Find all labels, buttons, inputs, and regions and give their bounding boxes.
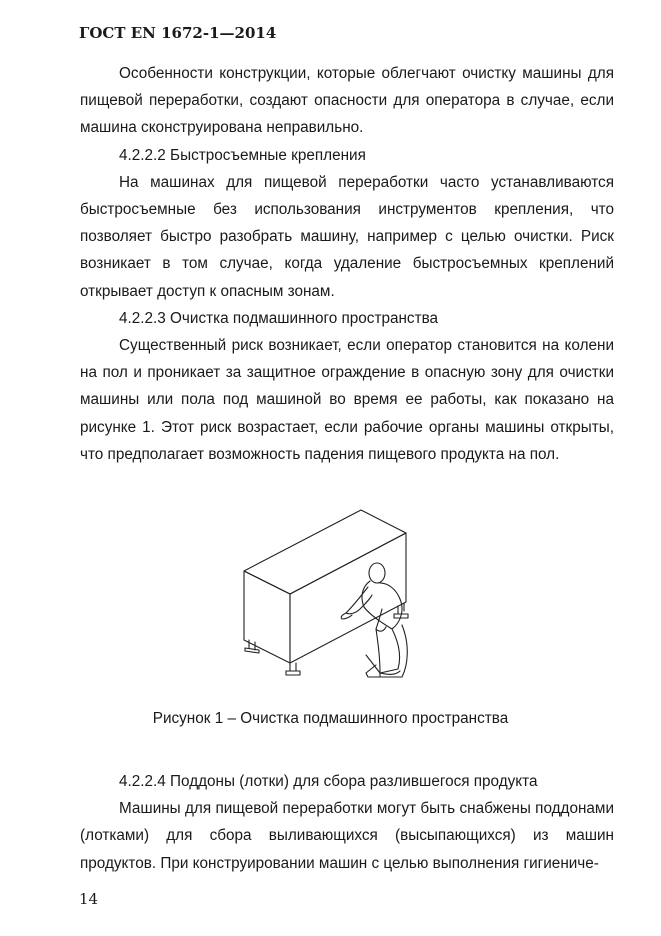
- machine-box-front: [290, 533, 406, 663]
- person-leg: [380, 625, 407, 677]
- body-text-top: [80, 60, 614, 468]
- section-heading-4-2-2-3: 4.2.2.3 Очистка подмашинного пространства: [119, 309, 439, 327]
- person-knee: [376, 629, 380, 673]
- paragraph-intro: Особенности конструкции, которые облегчают очистку машины для пищевой переработки, создают опасности для оператора в случае, если машина сконструирована неправильно.: [80, 65, 614, 137]
- figure-1-caption: Рисунок 1 – Очистка подмашинного пространства: [152, 710, 509, 727]
- document-code-header: ГОСТ EN 1672-1—2014: [79, 24, 277, 42]
- section-heading-4-2-2-2: 4.2.2.2 Быстросъемные крепления: [119, 146, 366, 164]
- section-heading-4-2-2-4: 4.2.2.4 Поддоны (лотки) для сбора разлившегося продукта: [119, 773, 538, 790]
- paragraph-under-machine-cleaning: Существенный риск возникает, если оператор становится на колени на пол и проникает за защитное ограждение в опасную зону для очистки машины или пола под машиной во время ее работы, как показано на рисунке 1. Этот риск возрастает, если рабочие органы машины открыты, что предполагает возможность падения пищевого продукта на пол.: [80, 337, 614, 463]
- figure-1-illustration: [230, 505, 440, 680]
- person-lower-leg: [366, 655, 380, 677]
- body-text-bottom: [80, 768, 614, 877]
- machine-leg-front: [286, 663, 300, 675]
- person-head: [369, 563, 385, 583]
- person-arm: [346, 587, 372, 614]
- paragraph-drip-trays: Машины для пищевой переработки могут быть снабжены поддонами (лотками) для сбора выливающихся (высыпающихся) из машин продуктов. При конструировании машин с целью выполнения гигиениче-: [80, 800, 614, 872]
- paragraph-quick-release: На машинах для пищевой переработки часто устанавливаются быстросъемные без использования инструментов крепления, что позволяет быстро разобрать машину, например с целью очистки. Риск возникает в том случае, когда удаление быстросъемных креплений открывает доступ к опасным зонам.: [80, 173, 614, 300]
- page-number: 14: [79, 890, 99, 908]
